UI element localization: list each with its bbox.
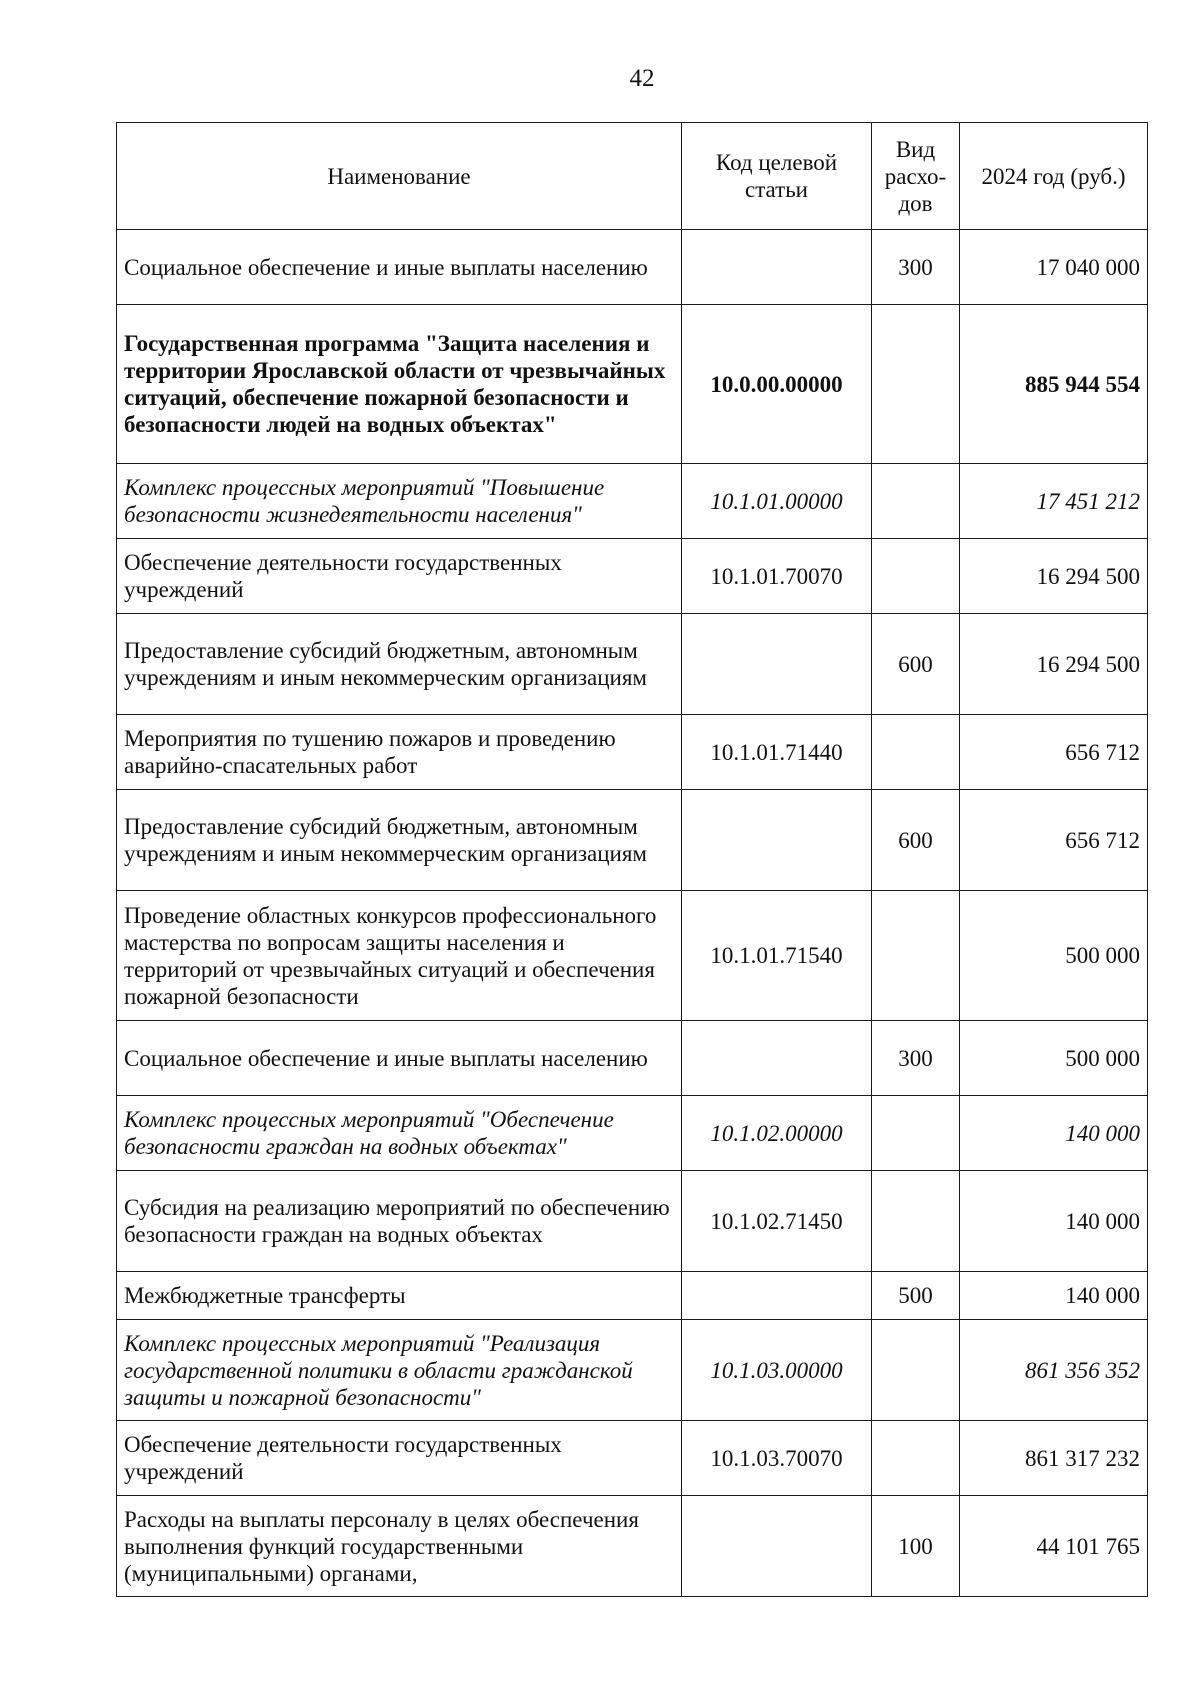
cell-amount: 500 000 — [960, 891, 1148, 1021]
cell-amount: 16 294 500 — [960, 614, 1148, 715]
cell-amount: 656 712 — [960, 715, 1148, 790]
cell-code — [682, 230, 872, 305]
cell-code: 10.1.02.00000 — [682, 1096, 872, 1171]
cell-amount: 140 000 — [960, 1096, 1148, 1171]
table-row — [117, 305, 1148, 464]
table-row — [117, 1272, 1148, 1320]
table-row — [117, 790, 1148, 891]
cell-name: Комплекс процессных мероприятий "Повышение безопасности жизнедеятельности населения" — [117, 464, 682, 539]
table-row — [117, 715, 1148, 790]
table-row — [117, 1171, 1148, 1272]
cell-code: 10.1.02.71450 — [682, 1171, 872, 1272]
table-row — [117, 1021, 1148, 1096]
cell-type: 300 — [872, 1021, 960, 1096]
cell-type — [872, 1096, 960, 1171]
table-row — [117, 891, 1148, 1021]
budget-table — [116, 122, 1148, 1597]
cell-name: Социальное обеспечение и иные выплаты населению — [117, 230, 682, 305]
cell-type — [872, 539, 960, 614]
cell-type — [872, 1171, 960, 1272]
cell-amount: 861 317 232 — [960, 1421, 1148, 1496]
cell-code: 10.1.01.70070 — [682, 539, 872, 614]
cell-name: Комплекс процессных мероприятий "Обеспечение безопасности граждан на водных объектах" — [117, 1096, 682, 1171]
cell-type — [872, 891, 960, 1021]
cell-amount: 140 000 — [960, 1171, 1148, 1272]
table-row — [117, 1421, 1148, 1496]
cell-name: Расходы на выплаты персоналу в целях обеспечения выполнения функций государственными (муниципальными) органами, — [117, 1496, 682, 1597]
table-row — [117, 230, 1148, 305]
cell-name: Мероприятия по тушению пожаров и проведению аварийно-спасательных работ — [117, 715, 682, 790]
cell-name: Субсидия на реализацию мероприятий по обеспечению безопасности граждан на водных объектах — [117, 1171, 682, 1272]
cell-type — [872, 305, 960, 464]
table-row — [117, 1096, 1148, 1171]
cell-type — [872, 1421, 960, 1496]
cell-code: 10.1.01.00000 — [682, 464, 872, 539]
cell-name: Социальное обеспечение и иные выплаты населению — [117, 1021, 682, 1096]
table-row — [117, 1320, 1148, 1421]
cell-name: Предоставление субсидий бюджетным, автономным учреждениям и иным некоммерческим организациям — [117, 790, 682, 891]
header-amount: 2024 год (руб.) — [960, 123, 1148, 230]
cell-code: 10.1.03.00000 — [682, 1320, 872, 1421]
table-row — [117, 614, 1148, 715]
cell-code — [682, 1272, 872, 1320]
header-type: Вид расхо-дов — [872, 123, 960, 230]
cell-amount: 140 000 — [960, 1272, 1148, 1320]
header-row — [117, 123, 1148, 230]
cell-amount: 44 101 765 — [960, 1496, 1148, 1597]
cell-code — [682, 1021, 872, 1096]
cell-type — [872, 1320, 960, 1421]
table-row — [117, 1496, 1148, 1597]
cell-type: 600 — [872, 790, 960, 891]
cell-name: Предоставление субсидий бюджетным, автономным учреждениям и иным некоммерческим организациям — [117, 614, 682, 715]
cell-name: Обеспечение деятельности государственных учреждений — [117, 539, 682, 614]
cell-code: 10.1.03.70070 — [682, 1421, 872, 1496]
cell-type — [872, 464, 960, 539]
cell-code: 10.0.00.00000 — [682, 305, 872, 464]
cell-amount: 656 712 — [960, 790, 1148, 891]
cell-name: Межбюджетные трансферты — [117, 1272, 682, 1320]
page-number: 42 — [629, 65, 655, 92]
cell-code: 10.1.01.71440 — [682, 715, 872, 790]
cell-code — [682, 790, 872, 891]
cell-name: Проведение областных конкурсов профессионального мастерства по вопросам защиты населения и территорий от чрезвычайных ситуаций и обеспечения пожарной безопасности — [117, 891, 682, 1021]
cell-name: Обеспечение деятельности государственных учреждений — [117, 1421, 682, 1496]
cell-type: 500 — [872, 1272, 960, 1320]
cell-name: Комплекс процессных мероприятий "Реализация государственной политики в области гражданской защиты и пожарной безопасности" — [117, 1320, 682, 1421]
cell-amount: 500 000 — [960, 1021, 1148, 1096]
cell-amount: 861 356 352 — [960, 1320, 1148, 1421]
cell-amount: 16 294 500 — [960, 539, 1148, 614]
cell-amount: 885 944 554 — [960, 305, 1148, 464]
cell-type: 100 — [872, 1496, 960, 1597]
cell-code: 10.1.01.71540 — [682, 891, 872, 1021]
cell-name: Государственная программа "Защита населения и территории Ярославской области от чрезвычайных ситуаций, обеспечение пожарной безопасности и безопасности людей на водных объектах" — [117, 305, 682, 464]
cell-code — [682, 614, 872, 715]
cell-amount: 17 451 212 — [960, 464, 1148, 539]
cell-type — [872, 715, 960, 790]
table-row — [117, 539, 1148, 614]
table-row — [117, 464, 1148, 539]
cell-amount: 17 040 000 — [960, 230, 1148, 305]
header-code: Код целевой статьи — [682, 123, 872, 230]
header-name: Наименование — [117, 123, 682, 230]
cell-code — [682, 1496, 872, 1597]
cell-type: 300 — [872, 230, 960, 305]
cell-type: 600 — [872, 614, 960, 715]
